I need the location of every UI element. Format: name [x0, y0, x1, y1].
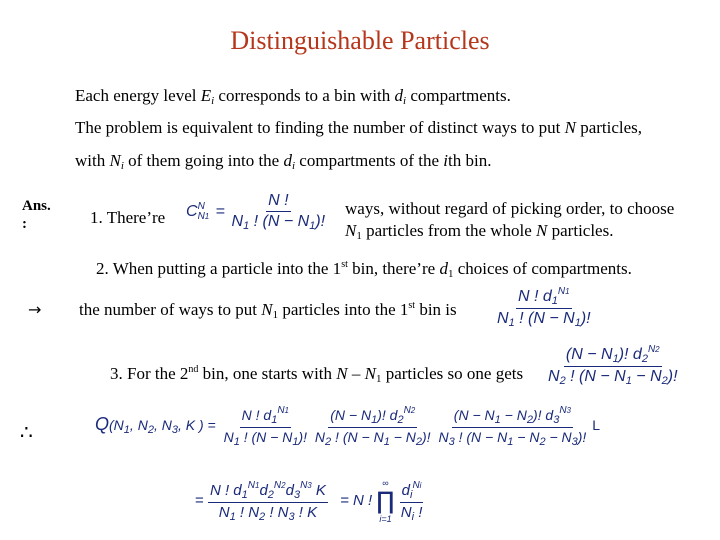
step-1-text: 1. There’re	[90, 208, 166, 227]
slide-title: Distinguishable Particles	[230, 26, 490, 55]
final-equation: = $\frac{N ! d_1^{N1}d_2^{N2}d_3^{N3} K}{N_1 ! N_2 ! N_3 ! K}$ = N ! ∞ ∏ i=1 $\frac{d_i^{Ni}}{N_i !}$	[195, 478, 423, 524]
intro-line-3: with $N_i$ of them going into the $d_i$ compartments of the ith bin.	[75, 151, 492, 172]
step-2-text: 2. When putting a particle into the 1st bin, there’re d1 choices of compartments.	[96, 259, 632, 280]
product-symbol: ∏	[376, 487, 395, 515]
step-1-description: ways, without regard of picking order, to choose N1 particles from the whole N particles.	[345, 199, 675, 242]
second-bin-formula: $\frac{(N - N1)! d2^{N2}}{N2 ! (N - N1 - N2)!}$	[548, 344, 678, 387]
first-bin-ways-text: the number of ways to put N1 particles into the 1st bin is	[79, 300, 457, 321]
intro-line-2: The problem is equivalent to finding the number of distinct ways to put N particles,	[75, 118, 643, 137]
therefore-symbol: ∴	[20, 420, 33, 444]
answer-label: Ans. :	[22, 198, 51, 232]
step-3-text: 3. For the 2nd bin, one starts with N – N1 particles so one gets	[110, 364, 524, 385]
arrow-icon: →	[28, 300, 42, 319]
first-bin-formula: $\frac{N ! d1^{N1}}{N1 ! (N - N1)!}$	[497, 286, 591, 329]
q-equation: $Q(N_1$, $N_2$, $N_3$, K ) = $\frac{N ! d_1^{N1}}{N_1 ! (N - N_1)!}$ $\frac{(N - N_1)! d_2^{N2}}{N_2 ! (N - N_1 - N_2)!}$ $\frac{(N - N_1 - N_2)! d_3^{N3}}{N_3 ! (N - N_1 - N_2 - N_3)!}$ L	[95, 405, 601, 448]
binomial-formula: C N N1 = $\frac{N !}{N1 ! (N - N1)!}$	[186, 192, 326, 232]
intro-line-1: Each energy level $E_i$ corresponds to a bin with $d_i$ compartments.	[75, 86, 511, 107]
